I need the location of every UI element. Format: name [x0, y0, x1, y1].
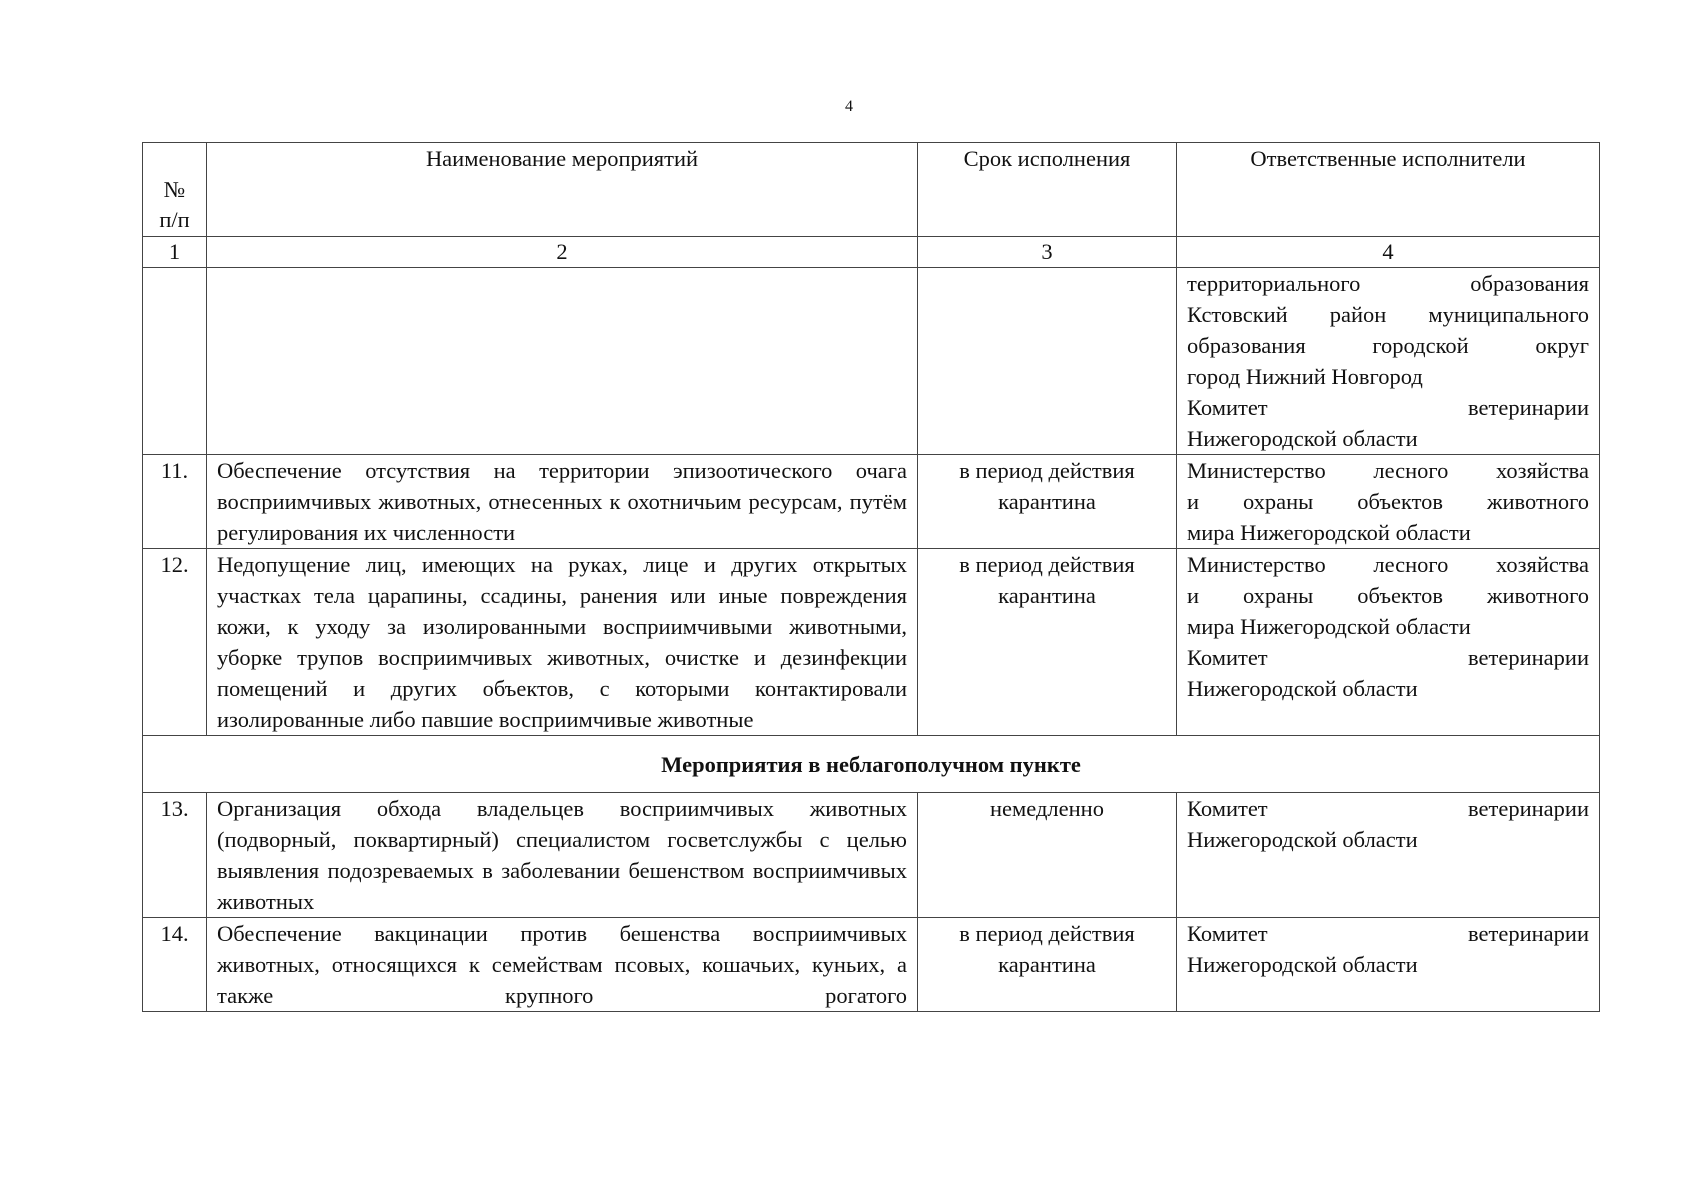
header-number-symbol: №: [163, 177, 186, 202]
header-name: Наименование мероприятий: [207, 143, 918, 237]
responsible-line: Нижегородской области: [1187, 827, 1418, 852]
table-row-continuation: [143, 268, 1600, 455]
row-responsible: [1177, 455, 1600, 549]
responsible-line: Нижегородской области: [1187, 426, 1418, 451]
row-number: 11.: [143, 455, 207, 549]
responsible-line: мира Нижегородской области: [1187, 614, 1471, 639]
table-row-12: [143, 549, 1600, 736]
column-number: 1: [143, 237, 207, 268]
responsible-line: Комитет ветеринарии: [1187, 645, 1589, 670]
row-responsible: [1177, 793, 1600, 918]
row-deadline: в период действия карантина: [918, 455, 1177, 549]
table-row-11: [143, 455, 1600, 549]
column-number: 2: [207, 237, 918, 268]
header-responsible: Ответственные исполнители: [1177, 143, 1600, 237]
responsible-line: территориального образования: [1187, 271, 1589, 296]
table-row-14: [143, 918, 1600, 1012]
column-number: 3: [918, 237, 1177, 268]
row-name: Обеспечение вакцинации против бешенства восприимчивых животных, относящихся к семействам псовых, кошачьих, куньих, а также крупного рогатого: [207, 918, 918, 1012]
row-name-cell: [207, 268, 918, 455]
row-responsible: [1177, 918, 1600, 1012]
row-name: Недопущение лиц, имеющих на руках, лице и других открытых участках тела царапины, ссадины, ранения или иные повреждения кожи, к уходу за изолированными восприимчивыми животными, уборке трупов восприимчивых животных, очистке и дезинфекции помещений и других объектов, с которыми контактировали изолированные либо павшие восприимчивые животные: [207, 549, 918, 736]
responsible-line: Комитет ветеринарии: [1187, 921, 1589, 946]
column-number: 4: [1177, 237, 1600, 268]
row-deadline: в период действия карантина: [918, 549, 1177, 736]
header-number: [143, 143, 207, 237]
row-deadline: немедленно: [918, 793, 1177, 918]
row-name: Обеспечение отсутствия на территории эпизоотического очага восприимчивых животных, отнесенных к охотничьим ресурсам, путём регулирования их численности: [207, 455, 918, 549]
responsible-line: и охраны объектов животного: [1187, 489, 1589, 514]
page-number: 4: [845, 98, 853, 115]
measures-table: [142, 142, 1600, 1012]
row-number: 12.: [143, 549, 207, 736]
responsible-line: мира Нижегородской области: [1187, 520, 1471, 545]
responsible-line: Министерство лесного хозяйства: [1187, 458, 1589, 483]
row-responsible-cell: [1177, 268, 1600, 455]
row-deadline-cell: [918, 268, 1177, 455]
header-number-abbr: п/п: [159, 207, 190, 232]
row-responsible: [1177, 549, 1600, 736]
row-name: Организация обхода владельцев восприимчивых животных (подворный, поквартирный) специалистом госветслужбы с целью выявления подозреваемых в заболевании бешенством восприимчивых животных: [207, 793, 918, 918]
responsible-line: Комитет ветеринарии: [1187, 796, 1589, 821]
responsible-line: Нижегородской области: [1187, 952, 1418, 977]
row-number: 13.: [143, 793, 207, 918]
row-number-cell: [143, 268, 207, 455]
responsible-line: Комитет ветеринарии: [1187, 395, 1589, 420]
header-deadline: Срок исполнения: [918, 143, 1177, 237]
responsible-line: Нижегородской области: [1187, 676, 1418, 701]
responsible-line: Министерство лесного хозяйства: [1187, 552, 1589, 577]
responsible-line: образования городской округ: [1187, 333, 1589, 358]
table-row-13: [143, 793, 1600, 918]
responsible-line: город Нижний Новгород: [1187, 364, 1423, 389]
row-deadline: в период действия карантина: [918, 918, 1177, 1012]
row-number: 14.: [143, 918, 207, 1012]
column-number-row: [143, 237, 1600, 268]
section-title: Мероприятия в неблагополучном пункте: [143, 736, 1600, 793]
section-row: [143, 736, 1600, 793]
responsible-line: и охраны объектов животного: [1187, 583, 1589, 608]
responsible-line: Кстовский район муниципального: [1187, 302, 1589, 327]
table-header-row: [143, 143, 1600, 237]
